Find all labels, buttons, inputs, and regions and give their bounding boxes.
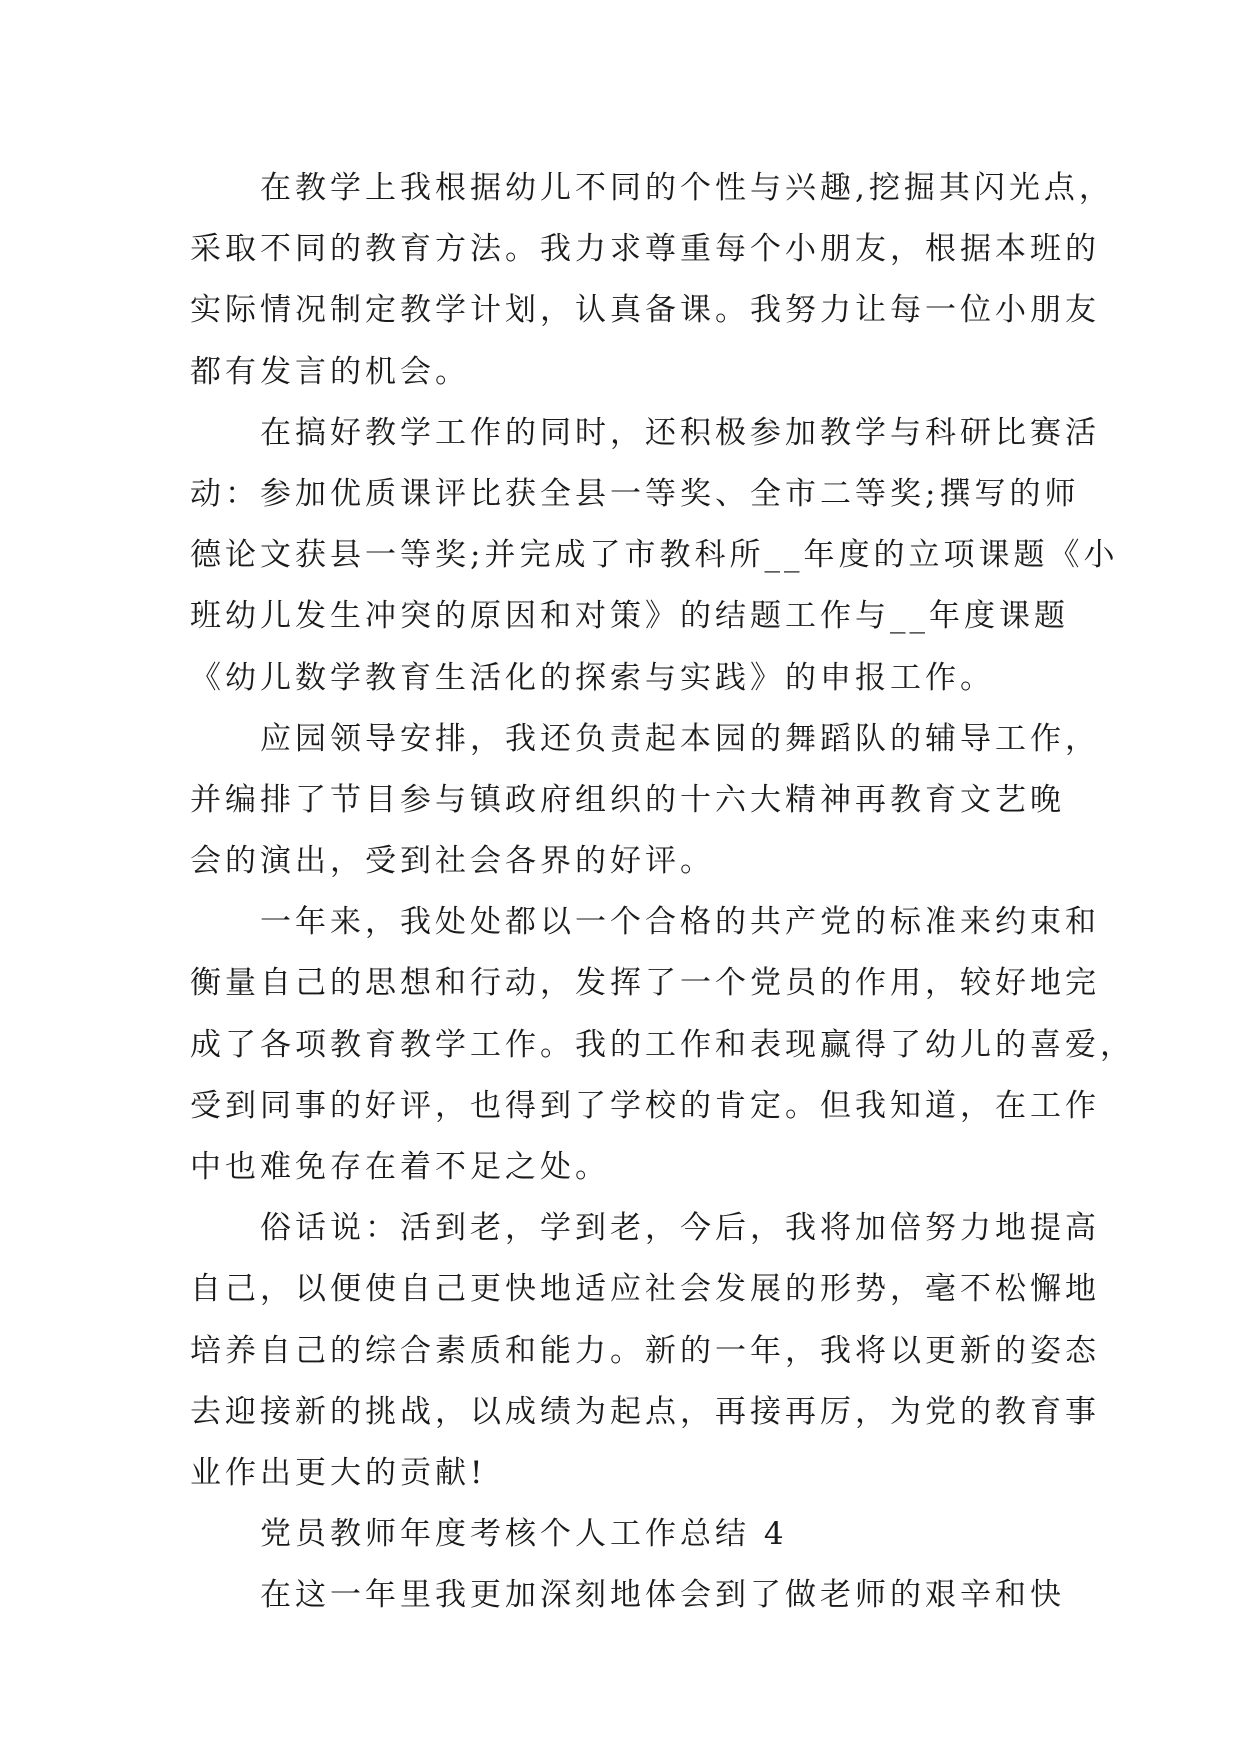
text-line: 俗话说：活到老，学到老，今后，我将加倍努力地提高 — [190, 1210, 1100, 1247]
text-line: 实际情况制定教学计划，认真备课。我努力让每一位小朋友 — [190, 292, 1100, 329]
text-line: 都有发言的机会。 — [190, 353, 470, 390]
text-line: 自己，以便使自己更快地适应社会发展的形势，毫不松懈地 — [190, 1271, 1100, 1308]
text-line: 业作出更大的贡献! — [190, 1454, 487, 1491]
document-body — [190, 158, 1135, 1627]
text-line: 班幼儿发生冲突的原因和对策》的结题工作与__年度课题 — [190, 598, 1069, 635]
text-line: 在这一年里我更加深刻地体会到了做老师的艰辛和快 — [190, 1577, 1065, 1614]
text-line: 中也难免存在着不足之处。 — [190, 1149, 610, 1185]
text-line: 去迎接新的挑战，以成绩为起点，再接再厉，为党的教育事 — [190, 1393, 1100, 1430]
text-line: 德论文获县一等奖;并完成了市教科所__年度的立项课题《小 — [190, 537, 1119, 574]
text-line: 一年来，我处处都以一个合格的共产党的标准来约束和 — [190, 904, 1100, 941]
text-line: 《幼儿数学教育生活化的探索与实践》的申报工作。 — [190, 659, 995, 696]
text-line: 动：参加优质课评比获全县一等奖、全市二等奖;撰写的师 — [190, 475, 1080, 512]
text-line: 会的演出，受到社会各界的好评。 — [190, 843, 715, 880]
section-heading: 党员教师年度考核个人工作总结 4 — [190, 1516, 788, 1553]
text-line: 培养自己的综合素质和能力。新的一年，我将以更新的姿态 — [190, 1332, 1100, 1369]
text-line: 采取不同的教育方法。我力求尊重每个小朋友，根据本班的 — [190, 231, 1100, 268]
text-line: 衡量自己的思想和行动，发挥了一个党员的作用，较好地完 — [190, 965, 1100, 1002]
text-line: 应园领导安排，我还负责起本园的舞蹈队的辅导工作， — [190, 720, 1100, 757]
text-line: 成了各项教育教学工作。我的工作和表现赢得了幼儿的喜爱， — [190, 1026, 1135, 1063]
text-line: 在搞好教学工作的同时，还积极参加教学与科研比赛活 — [190, 414, 1100, 451]
text-line: 并编排了节目参与镇政府组织的十六大精神再教育文艺晚 — [190, 781, 1065, 818]
text-line: 受到同事的好评，也得到了学校的肯定。但我知道，在工作 — [190, 1087, 1100, 1124]
text-line: 在教学上我根据幼儿不同的个性与兴趣,挖掘其闪光点， — [190, 170, 1114, 206]
